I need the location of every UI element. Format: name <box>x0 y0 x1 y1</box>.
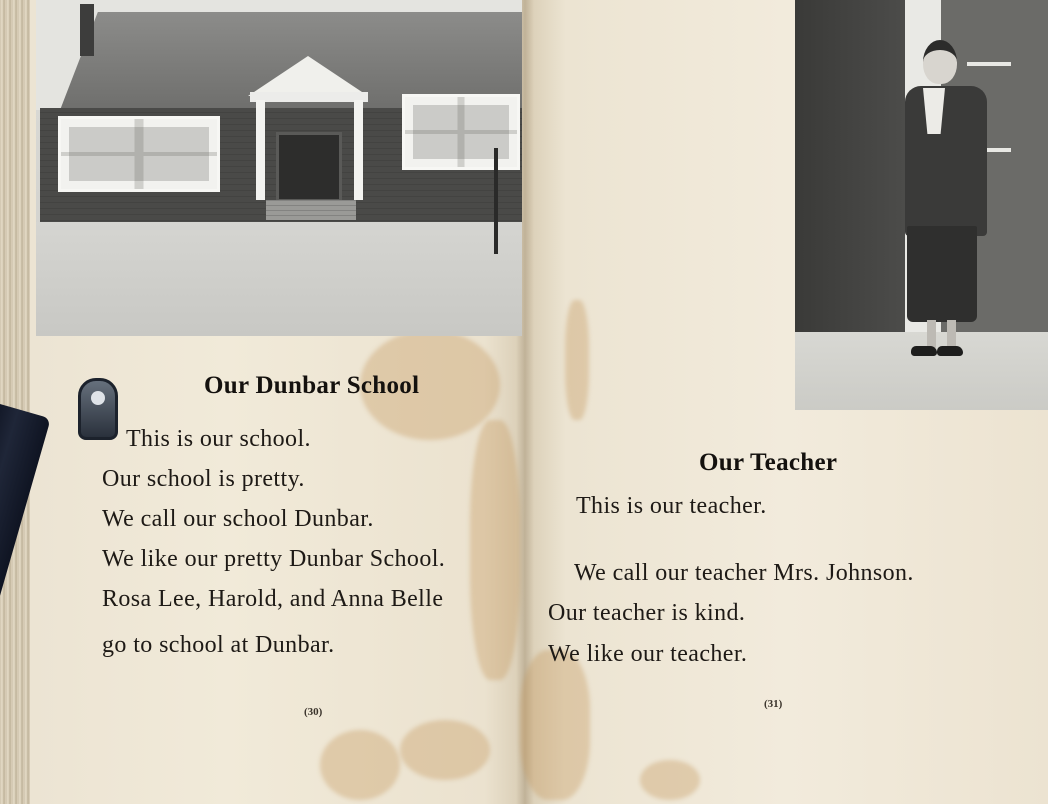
right-line: Our teacher is kind. <box>548 600 746 626</box>
page-number-left: (30) <box>304 706 323 718</box>
teacher-photo <box>795 0 1048 410</box>
left-line: go to school at Dunbar. <box>102 632 335 658</box>
right-line: We like our teacher. <box>548 641 748 667</box>
left-line: This is our school. <box>126 426 311 452</box>
left-line: We call our school Dunbar. <box>102 506 374 532</box>
right-line: We call our teacher Mrs. Johnson. <box>574 560 914 586</box>
right-line: This is our teacher. <box>576 493 767 519</box>
left-page-heading: Our Dunbar School <box>204 372 420 399</box>
left-line: Our school is pretty. <box>102 466 305 492</box>
left-line: Rosa Lee, Harold, and Anna Belle <box>102 586 444 612</box>
page-number-right: (31) <box>764 698 783 710</box>
right-page-heading: Our Teacher <box>699 449 838 476</box>
strap-buckle <box>78 378 118 440</box>
water-stain <box>565 300 589 420</box>
left-line: We like our pretty Dunbar School. <box>102 546 446 572</box>
water-stain <box>640 760 700 800</box>
water-stain <box>520 650 590 800</box>
